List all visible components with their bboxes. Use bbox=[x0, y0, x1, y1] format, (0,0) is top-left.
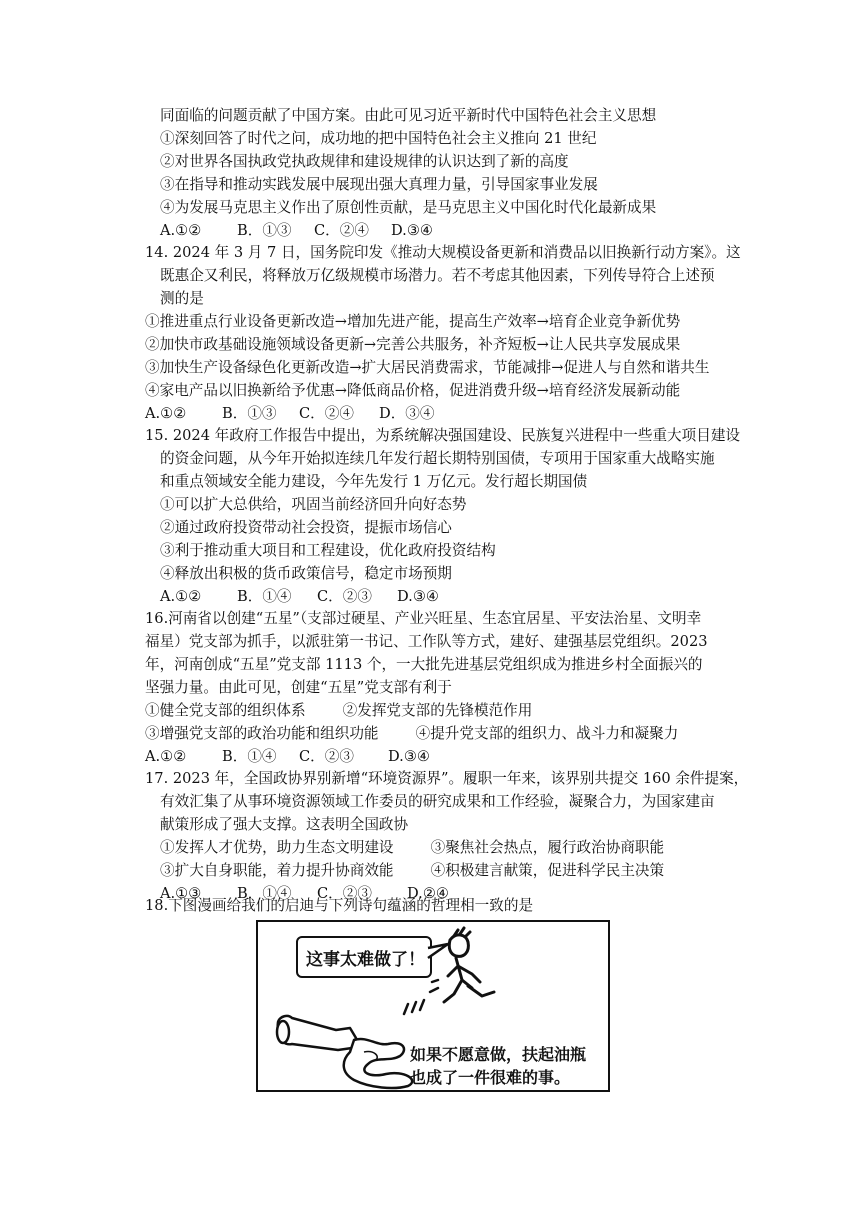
q16-stem-line-2: 福星）党支部为抓手，以派驻第一书记、工作队等方式，建好、建强基层党组织。2023 bbox=[145, 633, 708, 650]
q14-stem-line-2: 既惠企又利民，将释放万亿级规模市场潜力。若不考虑其他因素，下列传导符合上述预 bbox=[160, 267, 715, 284]
q13-item-3: ③在指导和推动实践发展中展现出强大真理力量，引导国家事业发展 bbox=[160, 176, 598, 193]
q16-stem-line-1: 16.河南省以创建“五星”（支部过硬星、产业兴旺星、生态宜居星、平安法治星、文明幸 bbox=[145, 610, 702, 627]
q16-option-d[interactable]: D.③④ bbox=[388, 748, 430, 765]
spilled-oil-puddle bbox=[344, 1039, 412, 1088]
q14-option-a[interactable]: A.①② bbox=[145, 405, 187, 422]
q17-items-row-1: ①发挥人才优势，助力生态文明建设 ③聚焦社会热点，履行政治协商职能 bbox=[160, 839, 665, 856]
q16-option-b[interactable]: B．①④ bbox=[222, 748, 277, 765]
q15-stem-line-3: 和重点领域安全能力建设，今年先发行 1 万亿元。发行超长期国债 bbox=[160, 473, 588, 490]
q15-item-4: ④释放出积极的货币政策信号，稳定市场预期 bbox=[160, 565, 452, 582]
q15-options bbox=[160, 587, 439, 607]
q13-option-c[interactable]: C．②④ bbox=[314, 222, 369, 239]
q17-option-b[interactable]: B．①④ bbox=[237, 885, 292, 902]
q14-item-1: ①推进重点行业设备更新改造→增加先进产能，提高生产效率→培育企业竞争新优势 bbox=[145, 313, 681, 330]
q14-option-d[interactable]: D．③④ bbox=[379, 405, 435, 422]
q17-option-c[interactable]: C．②③ bbox=[317, 885, 372, 902]
q14-options bbox=[145, 404, 434, 424]
q13-stem-continuation: 同面临的问题贡献了中国方案。由此可见习近平新时代中国特色社会主义思想 bbox=[160, 107, 657, 124]
q14-item-3: ③加快生产设备绿色化更新改造→扩大居民消费需求，节能减排→促进人与自然和谐共生 bbox=[145, 359, 710, 376]
q16-option-a[interactable]: A.①② bbox=[145, 748, 187, 765]
q14-option-c[interactable]: C．②④ bbox=[299, 405, 354, 422]
cartoon-caption-line-1: 如果不愿意做，扶起油瓶 bbox=[410, 1045, 587, 1064]
q15-item-3: ③利于推动重大项目和工程建设，优化政府投资结构 bbox=[160, 542, 496, 559]
q14-stem-line-1: 14. 2024 年 3 月 7 日，国务院印发《推动大规模设备更新和消费品以旧换新行动方案》。这 bbox=[145, 244, 741, 261]
q16-items-row-2: ③增强党支部的政治功能和组织功能 ④提升党支部的组织力、战斗力和凝聚力 bbox=[145, 725, 679, 742]
q15-option-b[interactable]: B．①④ bbox=[237, 588, 292, 605]
q16-stem-line-3: 年，河南创成“五星”党支部 1113 个，一大批先进基层党组织成为推进乡村全面振兴的 bbox=[145, 656, 703, 673]
q18-stem: 18.下图漫画给我们的启迪与下列诗句蕴涵的哲理相一致的是 bbox=[145, 897, 534, 914]
q14-item-2: ②加快市政基础设施领域设备更新→完善公共服务，补齐短板→让人民共享发展成果 bbox=[145, 336, 681, 353]
running-man-figure bbox=[444, 928, 494, 1002]
q13-option-a[interactable]: A.①② bbox=[160, 222, 202, 239]
cartoon-figure bbox=[256, 920, 610, 1092]
q15-option-c[interactable]: C．②③ bbox=[317, 588, 372, 605]
cartoon-caption-line-2: 也成了一件很难的事。 bbox=[410, 1068, 571, 1087]
q14-option-b[interactable]: B．①③ bbox=[222, 405, 277, 422]
q15-item-1: ①可以扩大总供给，巩固当前经济回升向好态势 bbox=[160, 496, 467, 513]
q16-options bbox=[145, 747, 430, 767]
q13-item-2: ②对世界各国执政党执政规律和建设规律的认识达到了新的高度 bbox=[160, 153, 569, 170]
q13-item-1: ①深刻回答了时代之问，成功地的把中国特色社会主义推向 21 世纪 bbox=[160, 130, 597, 147]
q15-item-2: ②通过政府投资带动社会投资，提振市场信心 bbox=[160, 519, 452, 536]
q15-option-a[interactable]: A.①② bbox=[160, 588, 202, 605]
q13-item-4: ④为发展马克思主义作出了原创性贡献，是马克思主义中国化时代化最新成果 bbox=[160, 199, 657, 216]
speech-bubble-tail bbox=[428, 944, 448, 958]
q17-stem-line-3: 献策形成了强大支撑。这表明全国政协 bbox=[160, 816, 409, 833]
q15-stem-line-2: 的资金问题，从今年开始拟连续几年发行超长期特别国债，专项用于国家重大战略实施 bbox=[160, 450, 715, 467]
q17-option-d[interactable]: D.②④ bbox=[407, 885, 449, 902]
q17-option-a[interactable]: A.①③ bbox=[160, 885, 202, 902]
q16-option-c[interactable]: C．②③ bbox=[299, 748, 354, 765]
q13-option-d[interactable]: D.③④ bbox=[391, 222, 433, 239]
motion-marks bbox=[404, 980, 438, 1014]
q15-stem-line-1: 15. 2024 年政府工作报告中提出，为系统解决强国建设、民族复兴进程中一些重大项目建设 bbox=[145, 427, 741, 444]
q17-items-row-2: ③扩大自身职能，着力提升协商效能 ④积极建言献策，促进科学民主决策 bbox=[160, 862, 665, 879]
q15-option-d[interactable]: D.③④ bbox=[397, 588, 439, 605]
q14-item-4: ④家电产品以旧换新给予优惠→降低商品价格，促进消费升级→培育经济发展新动能 bbox=[145, 382, 681, 399]
q13-option-b[interactable]: B．①③ bbox=[237, 222, 292, 239]
oil-bottle-figure bbox=[277, 1016, 356, 1050]
q17-stem-line-2: 有效汇集了从事环境资源领域工作委员的研究成果和工作经验，凝聚合力，为国家建亩 bbox=[160, 793, 715, 810]
q16-stem-line-4: 坚强力量。由此可见，创建“五星”党支部有利于 bbox=[145, 679, 452, 696]
q13-options bbox=[160, 221, 433, 241]
q16-items-row-1: ①健全党支部的组织体系 ②发挥党支部的先锋模范作用 bbox=[145, 702, 533, 719]
speech-text: 这事太难做了！ bbox=[306, 950, 425, 970]
q14-stem-line-3: 测的是 bbox=[160, 290, 204, 307]
q17-stem-line-1: 17. 2023 年，全国政协界别新增“环境资源界”。履职一年来，该界别共提交 160 余件提案， bbox=[145, 770, 749, 787]
